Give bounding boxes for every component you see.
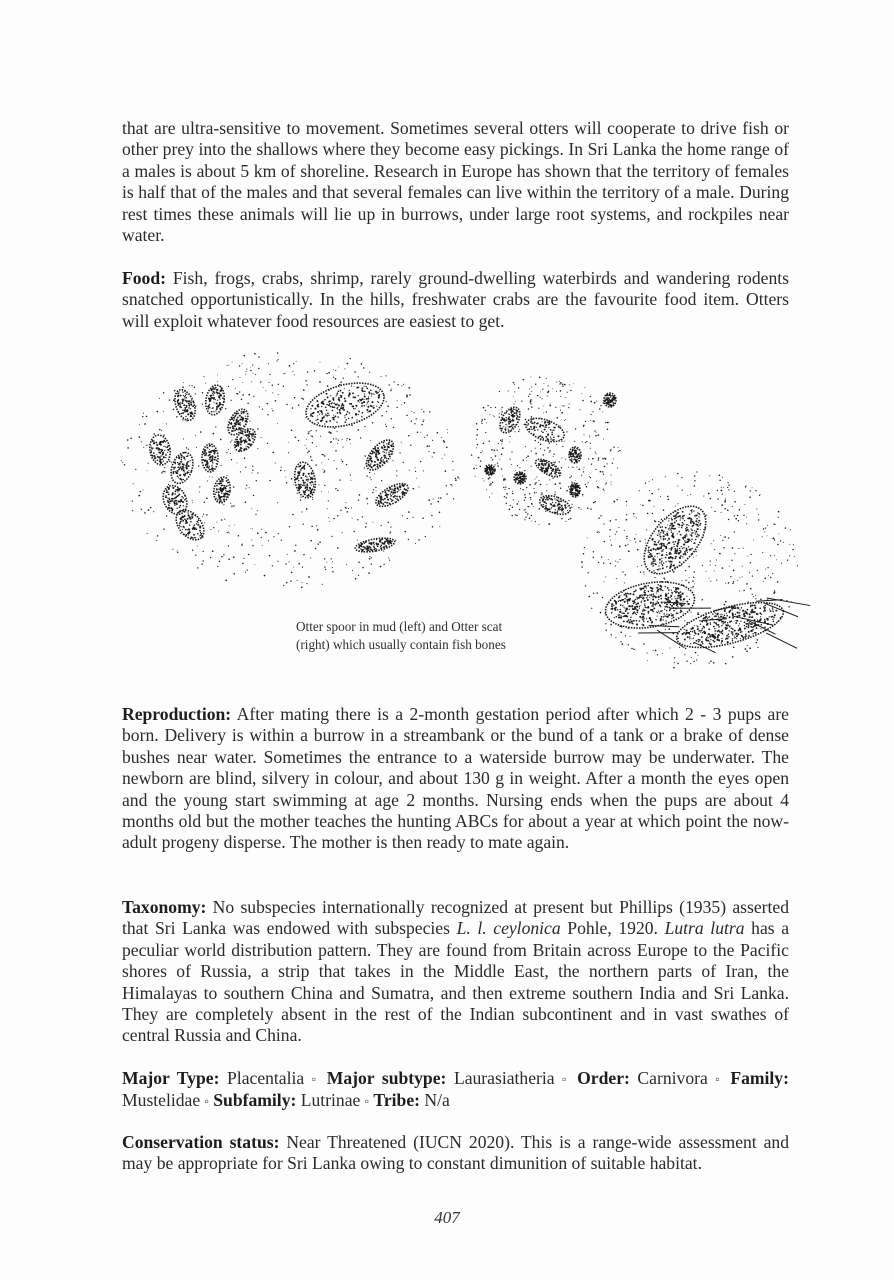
food-text: Fish, frogs, crabs, shrimp, rarely ground-dwelling waterbirds and wandering rodents snatched opportunistically. In the hills, freshwater crabs are the favourite food item. Otters will exploit whatever food resources are easiest to get.: [122, 268, 789, 331]
reproduction-heading: Reproduction:: [122, 704, 232, 724]
reproduction-paragraph: [122, 704, 789, 854]
caption-line-2: (right) which usually contain fish bones: [296, 637, 506, 652]
intro-paragraph: that are ultra-sensitive to movement. Sometimes several otters will cooperate to drive fish or other prey into the shallows where they become easy pickings. In Sri Lanka the home range of a males is about 5 km of shoreline. Research in Europe has shown that the territory of females is half that of the males and that several females can live within the territory of a male. During rest times these animals will lie up in burrows, under large root systems, and rockpiles near water.: [122, 118, 789, 246]
family-label: Family:: [730, 1068, 789, 1088]
otter-track-drawing: [471, 376, 621, 525]
subfamily-label: Subfamily:: [213, 1090, 297, 1111]
separator-icon: ▫: [562, 1072, 570, 1086]
major-type-value: Placentalia: [219, 1068, 312, 1088]
species-name: Lutra lutra: [664, 918, 745, 939]
family-value: Mustelidae: [122, 1090, 205, 1111]
taxonomy-heading: Taxonomy:: [122, 897, 207, 917]
separator-icon: ▫: [204, 1094, 209, 1109]
page-number: 407: [434, 1208, 460, 1227]
major-subtype-value: Laurasiatheria: [446, 1068, 563, 1088]
conservation-paragraph: [122, 1132, 789, 1175]
tribe-label: Tribe:: [373, 1090, 421, 1111]
classification-line: [122, 1068, 789, 1113]
tribe-value: N/a: [420, 1090, 450, 1111]
taxonomy-text-1: No subspecies internationally recognized at present but Phillips (1935) asserted that Sri Lanka was endowed with subspecies: [122, 897, 789, 939]
taxonomy-text-3: has a peculiar world distribution pattern. They are found from Britain across Europe to the Pacific shores of Russia, a strip that takes in the Middle East, the northern parts of Iran, the Himalayas to southern China and Sumatra, and then extreme southern India and Sri Lanka. They are completely absent in the rest of the Indian subcontinent and in vast swathes of central Russia and China.: [122, 918, 790, 1046]
subfamily-value: Lutrinae: [296, 1090, 365, 1111]
otter-spoor-drawing: [121, 352, 460, 588]
otter-scat-drawing: [581, 471, 810, 668]
separator-icon: ▫: [715, 1072, 723, 1086]
separator-icon: ▫: [364, 1094, 370, 1109]
taxonomy-text-2: Pohle, 1920.: [560, 918, 665, 939]
order-value: Carnivora: [629, 1068, 716, 1088]
reproduction-text: After mating there is a 2-month gestation period after which 2 - 3 pups are born. Delivery is within a burrow in a streambank or the bund of a tank or a brake of dense bushes near water. Sometimes the entrance to a waterside burrow may be underwater. The newborn are blind, silvery in colour, and about 130 g in weight. After a month the eyes open and the young start swimming at age 2 months. Nursing ends when the pups are about 4 months old but the mother teaches the hunting ABCs for about a year at which point the now-adult progeny disperse. The mother is then ready to mate again.: [122, 704, 789, 853]
subspecies-name: L. l. ceylonica: [456, 918, 561, 939]
separator-icon: ▫: [311, 1072, 320, 1086]
figure-caption: [296, 618, 566, 654]
taxonomy-paragraph: [122, 897, 789, 1047]
major-subtype-label: Major subtype:: [326, 1068, 447, 1088]
food-heading: Food:: [122, 268, 166, 288]
order-label: Order:: [577, 1068, 630, 1088]
conservation-heading: Conservation status:: [122, 1132, 280, 1152]
conservation-text: Near Threatened (IUCN 2020). This is a range-wide assessment and may be appropriate for Sri Lanka owing to constant dimunition of suitable habitat.: [122, 1132, 789, 1174]
caption-line-1: Otter spoor in mud (left) and Otter scat: [296, 619, 503, 634]
major-type-label: Major Type:: [122, 1068, 220, 1088]
